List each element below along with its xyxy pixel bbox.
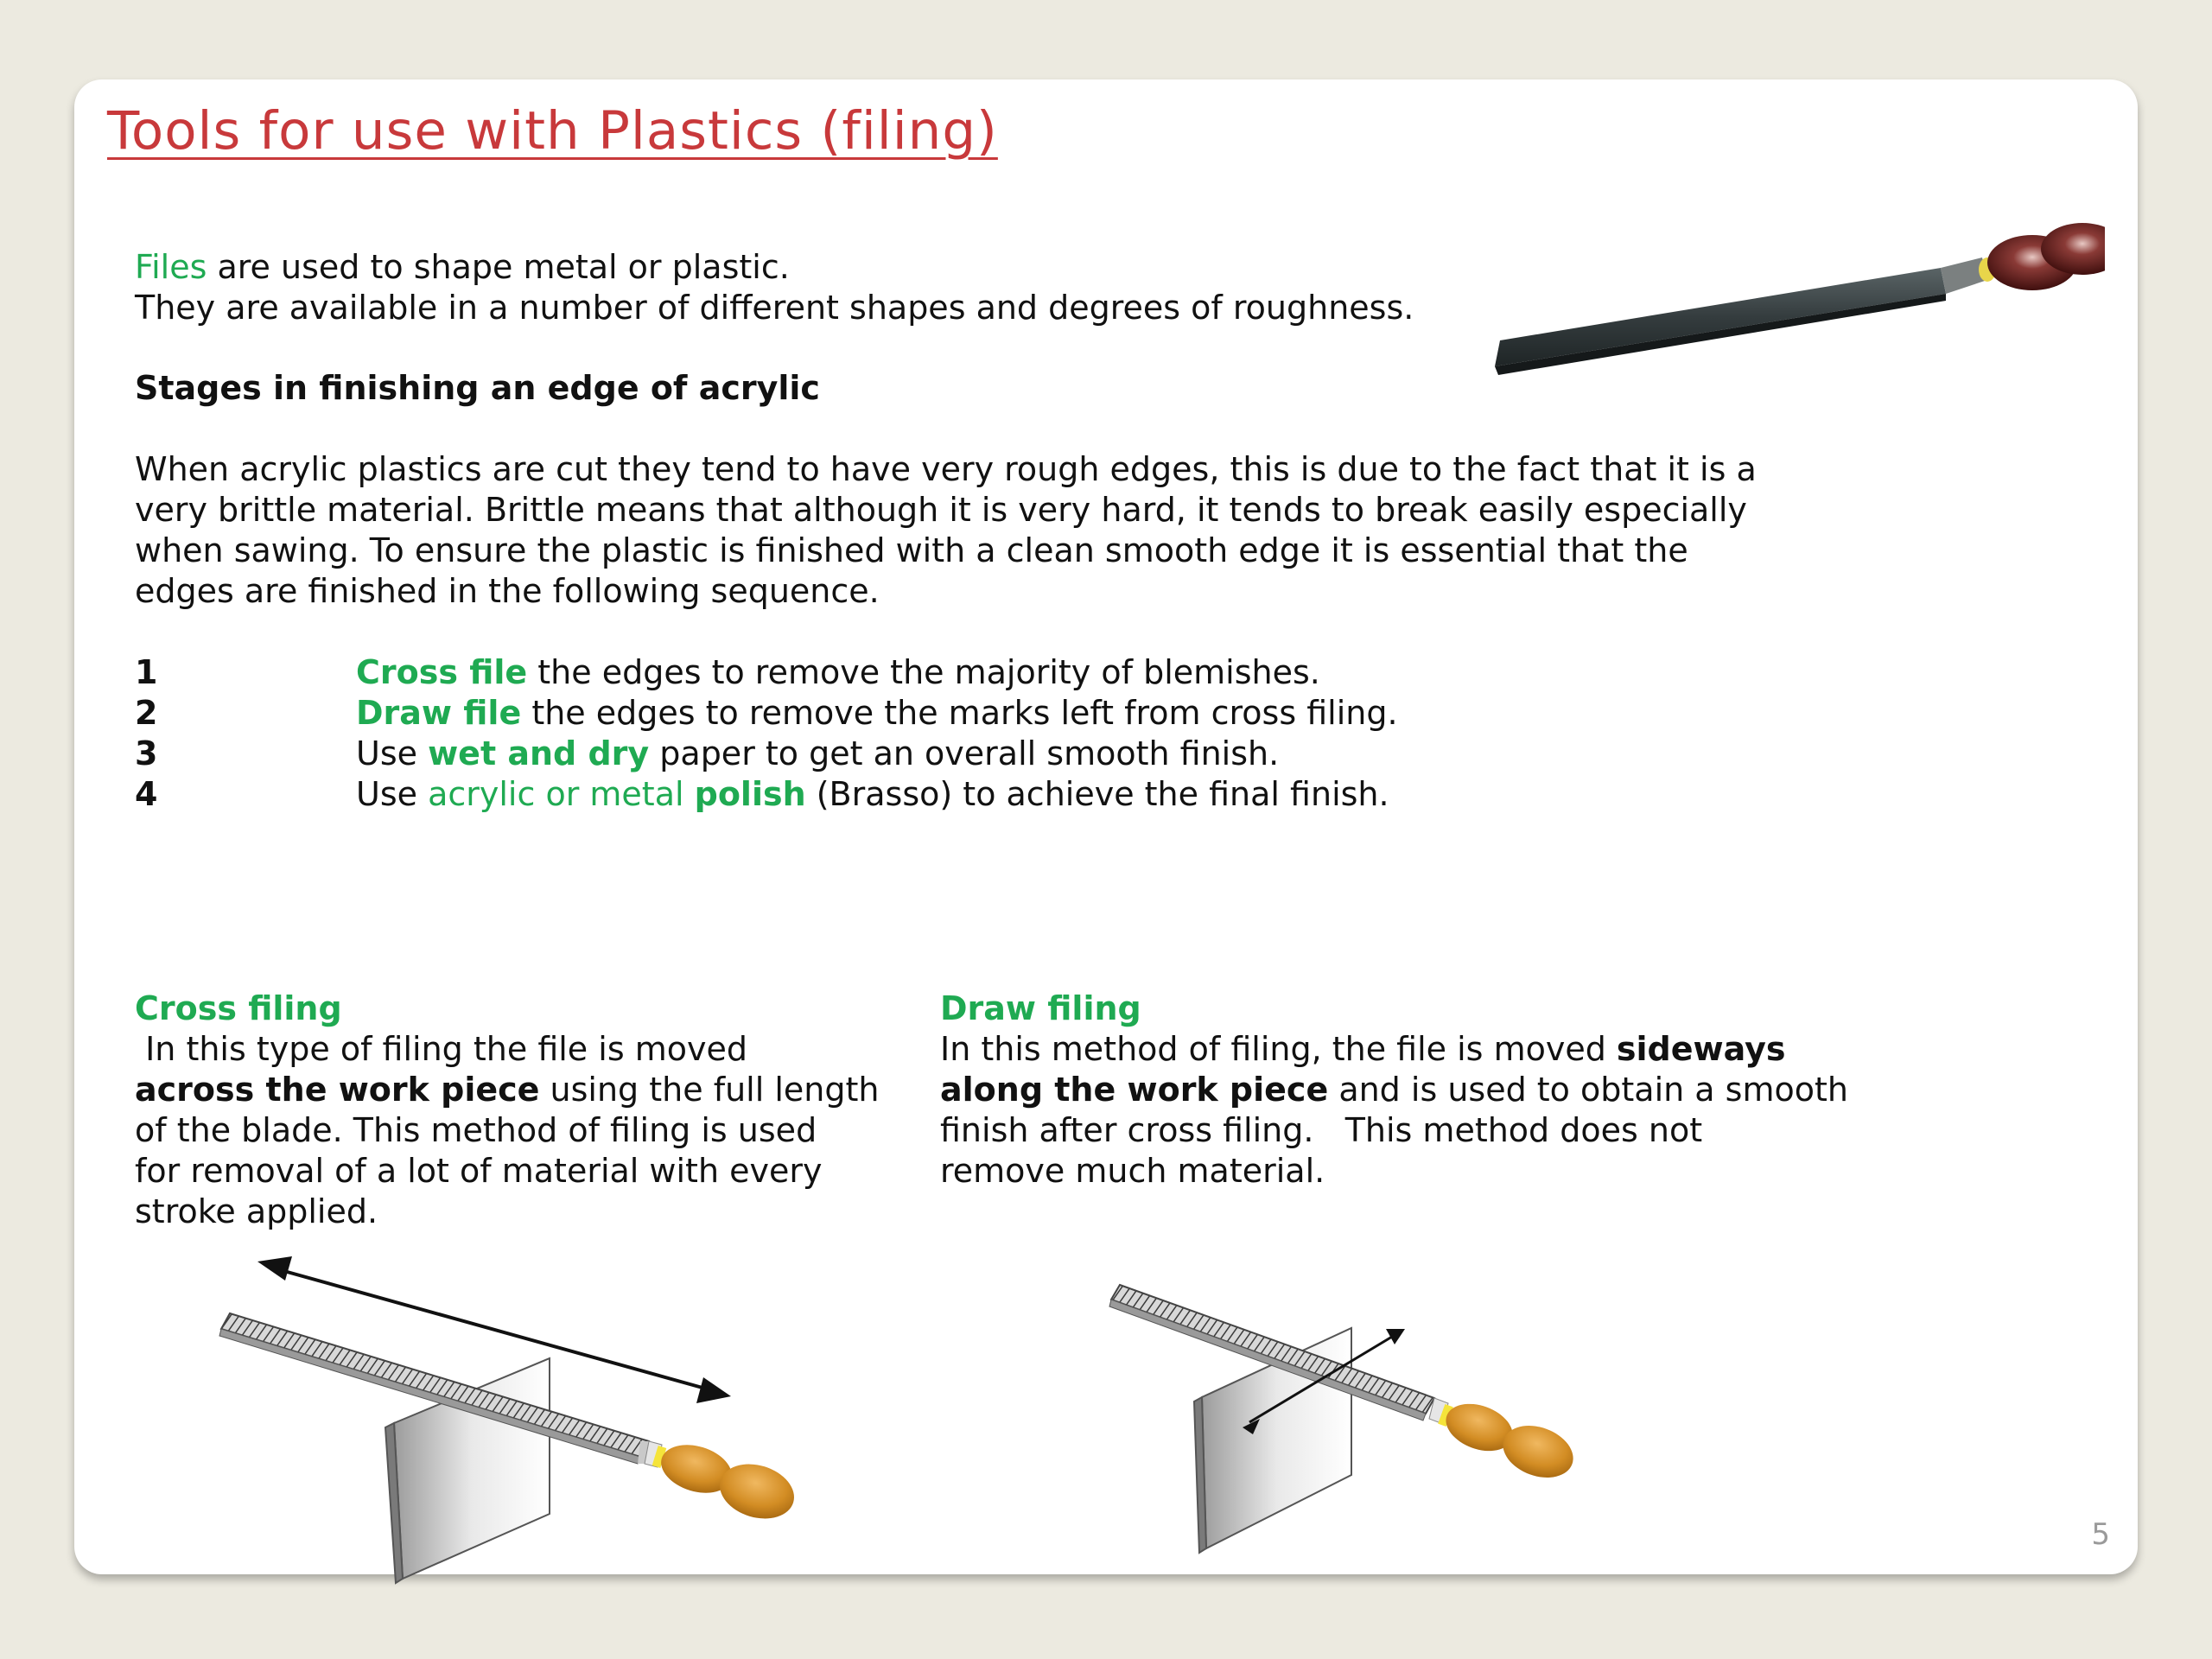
step-item: 3 Use wet and dry paper to get an overall smooth finish. (135, 734, 1280, 772)
step-item: 1 Cross file the edges to remove the majority of blemishes. (135, 653, 1320, 691)
intro-text: Files are used to shape metal or plastic. They are available in a number of different shapes and degrees of roughness. (135, 248, 1414, 327)
draw-filing-section: Draw filing In this method of filing, the file is moved sideways along the work piece and is used to obtain a smooth finish after cross filing. This method does not remove much material. (940, 989, 1848, 1190)
steps-list (135, 652, 1398, 815)
step-item: 2 Draw file the edges to remove the marks left from cross filing. (135, 694, 1398, 732)
cross-filing-section: Cross filing In this type of filing the file is moved across the work piece using the full length of the blade. This method of filing is used for removal of a lot of material with every stroke applied. (135, 989, 880, 1230)
draw-filing-heading: Draw filing (940, 989, 1141, 1027)
file-blade (1495, 268, 1946, 366)
slide (74, 79, 2138, 1574)
page-title: Tools for use with Plastics (filing) (107, 100, 998, 162)
step-item: 4 Use acrylic or metal polish (Brasso) to achieve the final finish. (135, 775, 1389, 813)
stages-heading: Stages in finishing an edge of acrylic (135, 369, 820, 407)
files-term: Files (135, 248, 207, 286)
draw-filing-illustration (1025, 1160, 1647, 1557)
stages-paragraph: When acrylic plastics are cut they tend to have very rough edges, this is due to the fact that it is a very brittle material. Brittle means that although it is very hard, it tends to break easily especially when sawing. To ensure the plastic is finished with a clean smooth edge it is essential that the edges are finished in the following sequence. (135, 450, 1757, 610)
cross-filing-heading: Cross filing (135, 989, 342, 1027)
file-tool-illustration (1483, 140, 2105, 425)
cross-filing-illustration (213, 1160, 835, 1592)
page-number: 5 (2091, 1517, 2110, 1552)
